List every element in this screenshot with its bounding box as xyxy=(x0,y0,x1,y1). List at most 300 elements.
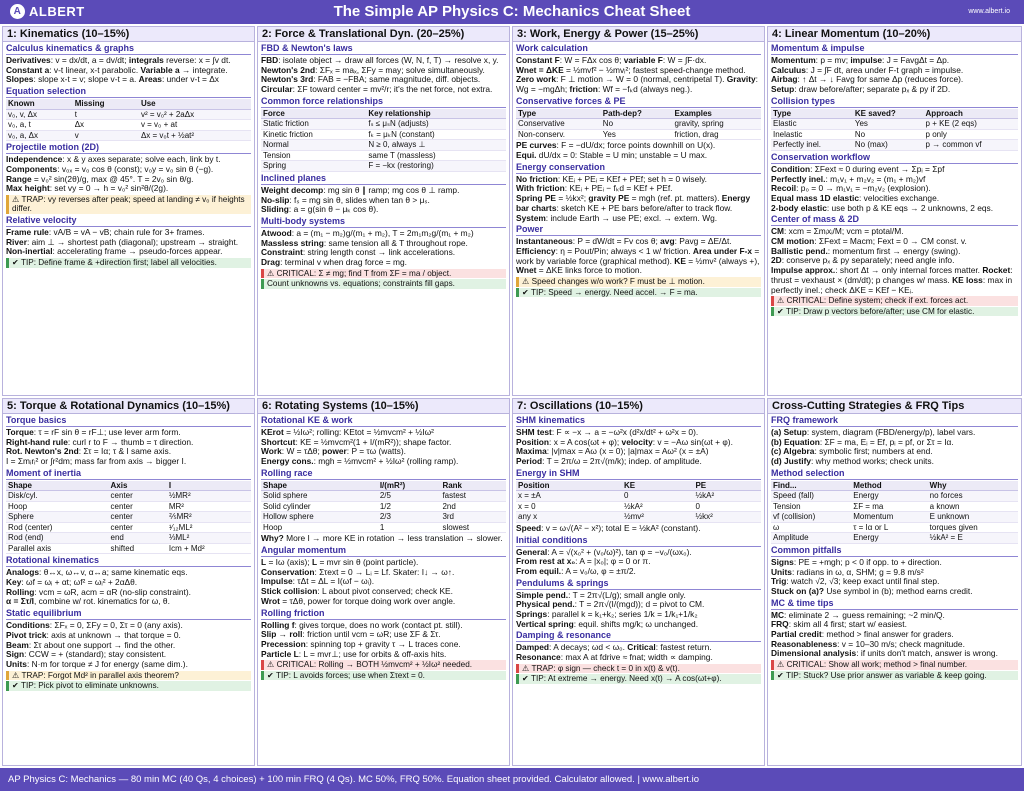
table-cell: Non-conserv. xyxy=(516,129,601,140)
table-cell: friction, drag xyxy=(673,129,762,140)
note-line: Particle L: L = mvr⊥; use for orbits & off-axis hits. xyxy=(261,648,447,659)
section-heading: Initial conditions xyxy=(516,535,761,547)
table-cell: vf (collision) xyxy=(771,512,851,523)
table-cell: MR² xyxy=(167,501,251,512)
albert-logo-icon: A xyxy=(10,4,25,19)
note-line: (b) Equation: ΣF = ma, Eᵢ = Ef, pᵢ = pf, or Στ = Iα. xyxy=(771,436,954,447)
table-cell: slowest xyxy=(440,522,506,533)
note-line: Signs: PE = +mgh; p < 0 if opp. to + direction. xyxy=(771,556,942,567)
note-line: Sign: CCW = + (standard); stay consistent. xyxy=(6,649,167,660)
panel-body xyxy=(3,415,254,691)
table-cell: Yes xyxy=(853,119,924,130)
note-line: Instantaneous: P = dW/dt = Fv cos θ; avg: Pavg = ΔE/Δt. Efficiency: η = Pout/Pin; always < 1 w/ friction. Area under F-x = work by variable force (graphical method). KE = ½mv² (always +), Wnet = ΔKE links force to motion. xyxy=(516,236,760,276)
note-line: Constant a: v-t linear, x-t parabolic. Variable a → integrate. xyxy=(6,64,228,75)
section-heading: Moment of inertia xyxy=(6,468,251,480)
table-cell: Tension xyxy=(771,501,851,512)
site-url: www.albert.io xyxy=(968,8,1010,15)
note-line: Work: W = τΔθ; power: P = τω (watts). xyxy=(261,446,406,457)
section-heading: Torque basics xyxy=(6,415,251,427)
note-line: Pivot trick: axis at unknown → that torque = 0. xyxy=(6,629,181,640)
section-heading: Rolling race xyxy=(261,468,506,480)
table-row xyxy=(261,501,506,512)
table-cell: a known xyxy=(928,501,1018,512)
note-line: Equi. dU/dx = 0: Stable = U min; unstable = U max. xyxy=(516,150,708,161)
table-row xyxy=(771,522,1018,533)
table-cell: end xyxy=(109,533,167,544)
table-header-cell: I xyxy=(167,481,251,491)
table-cell: Hoop xyxy=(6,501,109,512)
page-title: The Simple AP Physics C: Mechanics Cheat Sheet xyxy=(333,3,691,20)
section-heading: FBD & Newton's laws xyxy=(261,43,506,55)
note-line: Massless string: same tension all & T throughout rope. xyxy=(261,237,468,248)
table-cell: Parallel axis xyxy=(6,543,109,554)
note-line: Airbag: ↑ Δt → ↓ Favg for same Δp (reduces force). xyxy=(771,74,964,85)
table-row xyxy=(771,501,1018,512)
table-header-cell: Axis xyxy=(109,481,167,491)
table-row xyxy=(261,512,506,523)
note-line: Range = v₀² sin(2θ)/g, max @ 45°. T = 2v₀ sin θ/g. xyxy=(6,173,194,184)
note-line: Right-hand rule: curl r to F → thumb = τ direction. xyxy=(6,436,194,447)
table-cell: x = ±A xyxy=(516,491,622,502)
section-heading: Inclined planes xyxy=(261,173,506,185)
table-row xyxy=(771,140,1018,151)
note-line: Circular: ΣF toward center = mv²/r; it's the net force, not extra. xyxy=(261,84,493,95)
reference-table xyxy=(6,99,251,141)
note-line: Rolling: vcm = ωR, acm = αR (no-slip constraint). xyxy=(6,586,191,597)
table-cell: p → common vf xyxy=(924,140,1018,151)
note-line: Analogs: θ↔x, ω↔v, α↔a; same kinematic eqs. xyxy=(6,567,188,578)
note-line: Drag: terminal v when drag force = mg. xyxy=(261,257,407,268)
section-heading: FRQ framework xyxy=(771,415,1018,427)
table-header-cell: Rank xyxy=(440,481,506,491)
table-cell: Hoop xyxy=(261,522,378,533)
table-header-cell: KE saved? xyxy=(853,109,924,119)
reference-table xyxy=(516,481,761,523)
table-header-cell: Use xyxy=(139,99,251,109)
section-heading: Work calculation xyxy=(516,43,761,55)
section-heading: Collision types xyxy=(771,96,1018,108)
note-line: Ballistic pend.: momentum first → energy (swing). xyxy=(771,245,961,256)
note-line: Reasonableness: v = 10–30 m/s; check magnitude. xyxy=(771,638,965,649)
reference-table xyxy=(516,109,761,141)
header-bar xyxy=(0,0,1024,24)
table-row xyxy=(771,119,1018,130)
note-line: Physical pend.: T = 2π√(I/(mgd)); d = pivot to CM. xyxy=(516,599,705,610)
table-cell: Kinetic friction xyxy=(261,129,366,140)
table-row xyxy=(771,512,1018,523)
note-line: L = Iω (axis); L = mvr sin θ (point particle). xyxy=(261,557,419,568)
note-line: CM: xcm = Σmᵢxᵢ/M; vcm = ptotal/M. xyxy=(771,226,904,237)
table-row xyxy=(516,501,761,512)
table-cell: v₀, a, t xyxy=(6,120,73,131)
table-cell: Rod (end) xyxy=(6,533,109,544)
table-row xyxy=(6,501,251,512)
note-line: General: A = √(x₀² + (v₀/ω)²), tan φ = −v₀/(ωx₀). xyxy=(516,546,692,557)
note-line: (c) Algebra: symbolic first; numbers at end. xyxy=(771,446,933,457)
note-line: Torque: τ = rF sin θ = rF⊥; use lever arm form. xyxy=(6,427,181,437)
note-line: Slopes: slope x-t = v; slope v-t = a. Areas: under v-t = Δx xyxy=(6,74,219,85)
note-line: Position: x = A cos(ωt + φ); velocity: v = −Aω sin(ωt + φ). xyxy=(516,436,733,447)
section-heading: Common pitfalls xyxy=(771,545,1018,557)
section-heading: Equation selection xyxy=(6,86,251,98)
panel-title: 1: Kinematics (10–15%) xyxy=(3,27,254,42)
panel-body xyxy=(258,43,509,289)
note-line: Newton's 3rd: FAB = −FBA; same magnitude, diff. objects. xyxy=(261,74,481,85)
table-header-cell: Known xyxy=(6,99,73,109)
critical-callout: ⚠ CRITICAL: Rolling → BOTH ½mvcm² + ½Iω² needed. xyxy=(261,660,506,670)
table-cell: center xyxy=(109,491,167,502)
panel-title: 5: Torque & Rotational Dynamics (10–15%) xyxy=(3,399,254,414)
table-cell: p only xyxy=(924,129,1018,140)
trap-callout: ⚠ Speed changes w/o work? F must be ⊥ motion. xyxy=(516,277,761,287)
panel-title: 6: Rotating Systems (10–15%) xyxy=(258,399,509,414)
table-row xyxy=(6,533,251,544)
note-line: Simple pend.: T = 2π√(L/g); small angle only. xyxy=(516,589,686,600)
table-cell: Spring xyxy=(261,161,366,172)
section-heading: Projectile motion (2D) xyxy=(6,142,251,154)
section-heading: SHM kinematics xyxy=(516,415,761,427)
table-row xyxy=(6,522,251,533)
table-row xyxy=(6,109,251,120)
table-row xyxy=(261,150,506,161)
table-cell: 2/3 xyxy=(378,512,441,523)
table-cell: Disk/cyl. xyxy=(6,491,109,502)
table-cell: torques given xyxy=(928,522,1018,533)
table-row xyxy=(516,491,761,502)
panel-title: Cross-Cutting Strategies & FRQ Tips xyxy=(768,399,1021,414)
critical-callout: ⚠ TRAP: φ sign — check t = 0 in x(t) & v(t). xyxy=(516,664,761,674)
panel-title: 7: Oscillations (10–15%) xyxy=(513,399,764,414)
note-line: 2-body elastic: use both p & KE eqs → 2 unknowns, 2 eqs. xyxy=(771,202,994,213)
tip-callout: ✔ TIP: Pick pivot to eliminate unknowns. xyxy=(6,681,251,691)
table-cell: fₖ = μₖN (constant) xyxy=(366,129,506,140)
table-cell: Δx = v₀t + ½at² xyxy=(139,130,251,141)
section-heading: Calculus kinematics & graphs xyxy=(6,43,251,55)
section-heading: Static equilibrium xyxy=(6,608,251,620)
panel-body xyxy=(258,415,509,680)
note-line: Impulse approx.: short Δt → only internal forces matter. Rocket: thrust = vexhaust × (dm/dt); p changes w/ mass. KE loss: max in perfectly inel.; check ΔKE = KEf − KEᵢ. xyxy=(771,265,1013,295)
section-heading: Angular momentum xyxy=(261,545,506,557)
section-heading: MC & time tips xyxy=(771,598,1018,610)
trap-callout: ⚠ TRAP: Forgot Md² in parallel axis theorem? xyxy=(6,671,251,681)
note-line: Weight decomp: mg sin θ ∥ ramp; mg cos θ ⊥ ramp. xyxy=(261,184,460,195)
section-heading: Rotational kinematics xyxy=(6,555,251,567)
note-line: SHM test: F ∝ −x → a = −ω²x (d²x/dt² + ω²x = 0). xyxy=(516,427,699,437)
table-row xyxy=(261,140,506,151)
note-line: Conditions: ΣFₓ = 0, ΣFy = 0, Στ = 0 (any axis). xyxy=(6,620,183,631)
table-row xyxy=(771,129,1018,140)
table-row xyxy=(516,512,761,523)
note-line: Period: T = 2π/ω = 2π√(m/k); indep. of amplitude. xyxy=(516,456,702,467)
note-line: Zero work: F ⊥ motion → W = 0 (normal, centripetal T). Gravity: Wg = −mgΔh; friction: Wf = −fₖd (always neg.). xyxy=(516,74,758,95)
table-cell: Sphere xyxy=(6,512,109,523)
tip-callout: ✔ TIP: L avoids forces; use when Στext = 0. xyxy=(261,671,506,681)
table-cell: F = −kx (restoring) xyxy=(366,161,506,172)
section-heading: Multi-body systems xyxy=(261,216,506,228)
note-line: Newton's 2nd: ΣFₓ = maₓ, ΣFy = may; solve simultaneously. xyxy=(261,64,485,75)
table-cell: ½kA² xyxy=(622,501,694,512)
note-line: No friction: KEᵢ + PEᵢ = KEf + PEf; set h = 0 wisely. xyxy=(516,173,707,184)
table-row xyxy=(6,512,251,523)
critical-callout: ⚠ CRITICAL: Show all work; method > final number. xyxy=(771,660,1018,670)
section-heading: Rotational KE & work xyxy=(261,415,506,427)
table-cell: Solid cylinder xyxy=(261,501,378,512)
reference-table xyxy=(261,481,506,534)
table-cell: 1 xyxy=(378,522,441,533)
table-header-cell: Key relationship xyxy=(366,109,506,119)
table-cell: ½MR² xyxy=(167,491,251,502)
note-line: FRQ: skim all 4 first; start w/ easiest. xyxy=(771,619,907,630)
note-line: Units: radians in ω, α, SHM; g = 9.8 m/s² xyxy=(771,566,924,577)
table-cell: 0 xyxy=(622,491,694,502)
note-line: Components: v₀ₓ = v₀ cos θ (const); v₀y = v₀ sin θ (−g). xyxy=(6,163,214,174)
note-line: Recoil: p₀ = 0 → m₁v₁ = −m₂v₂ (explosion). xyxy=(771,183,931,194)
note-line: Vertical spring: equil. shifts mg/k; ω unchanged. xyxy=(516,618,699,629)
note-line: Partial credit: method > final answer for graders. xyxy=(771,629,954,640)
reference-table xyxy=(771,109,1018,151)
panel-title: 4: Linear Momentum (10–20%) xyxy=(768,27,1021,42)
panel-4 xyxy=(767,26,1022,396)
panel-8 xyxy=(767,398,1022,766)
table-header-cell: Approach xyxy=(924,109,1018,119)
table-cell: Solid sphere xyxy=(261,491,378,502)
table-row xyxy=(261,161,506,172)
table-cell: ω xyxy=(771,522,851,533)
note-line: 2D: conserve pₓ & py separately; need angle info. xyxy=(771,255,955,266)
table-cell: Rod (center) xyxy=(6,522,109,533)
note-line: Independence: x & y axes separate; solve each, link by t. xyxy=(6,154,221,165)
table-cell: Inelastic xyxy=(771,129,853,140)
table-header-cell: Examples xyxy=(673,109,762,119)
table-cell: center xyxy=(109,501,167,512)
table-cell: Speed (fall) xyxy=(771,491,851,502)
table-row xyxy=(771,491,1018,502)
table-cell: ½mv² xyxy=(622,512,694,523)
note-line: (d) Justify: why method works; check units. xyxy=(771,456,934,467)
table-header-cell: KE xyxy=(622,481,694,491)
table-cell: 2/5 xyxy=(378,491,441,502)
panel-5 xyxy=(2,398,255,766)
note-line: FBD: isolate object → draw all forces (W, N, f, T) → resolve x, y. xyxy=(261,55,499,65)
section-heading: Center of mass & 2D xyxy=(771,214,1018,226)
table-cell: Δx xyxy=(73,120,139,131)
table-cell: ½kA² xyxy=(693,491,761,502)
table-cell: Icm + Md² xyxy=(167,543,251,554)
section-heading: Momentum & impulse xyxy=(771,43,1018,55)
panel-body xyxy=(513,43,764,297)
note-line: Rolling f: gives torque, does no work (contact pt. still). xyxy=(261,619,463,630)
panel-6 xyxy=(257,398,510,766)
section-heading: Conservation workflow xyxy=(771,152,1018,164)
table-cell: p + KE (2 eqs) xyxy=(924,119,1018,130)
note-line: Constant F: W = FΔx cos θ; variable F: W = ∫F·dx. xyxy=(516,55,707,65)
table-cell: Yes xyxy=(601,129,673,140)
note-line: Resonance: max A at fdrive ≈ fnat; width ∝ damping. xyxy=(516,652,713,663)
table-header-cell: Missing xyxy=(73,99,139,109)
note-line: Energy cons.: mgh = ½mvcm² + ½Iω² (rolling ramp). xyxy=(261,456,459,467)
tip-callout: ✔ TIP: At extreme → energy. Need x(t) → A cos(ωt+φ). xyxy=(516,674,761,684)
note-line: Calculus: J = ∫F dt, area under F-t graph = impulse. xyxy=(771,64,964,75)
note-line: From rest at x₀: A = |x₀|; φ = 0 or π. xyxy=(516,556,651,567)
table-cell: Hollow sphere xyxy=(261,512,378,523)
note-line: System: include Earth → use PE; excl. → extern. Wg. xyxy=(516,212,718,223)
section-heading: Power xyxy=(516,224,761,236)
note-line: Dimensional analysis: if units don't match, answer is wrong. xyxy=(771,648,998,659)
note-line: MC: eliminate 2 → guess remaining; ~2 min/Q. xyxy=(771,609,945,620)
table-cell: v xyxy=(73,130,139,141)
table-cell: N ≥ 0, always ⊥ xyxy=(366,140,506,151)
reference-table xyxy=(771,481,1018,544)
tip-callout: Count unknowns vs. equations; constraints fill gaps. xyxy=(261,279,506,289)
table-header-cell: Why xyxy=(928,481,1018,491)
table-row xyxy=(6,120,251,131)
panel-body xyxy=(768,415,1021,680)
note-line: Slip → roll: friction until vcm = ωR; use ΣF & Στ. xyxy=(261,629,441,640)
tip-callout: ✔ TIP: Speed → energy. Need accel. → F = ma. xyxy=(516,288,761,298)
note-line: Why? More I → more KE in rotation → less translation → slower. xyxy=(261,533,503,544)
table-cell: center xyxy=(109,512,167,523)
logo-text: ALBERT xyxy=(29,4,85,19)
note-line: Setup: draw before/after; separate pₓ & py if 2D. xyxy=(771,84,951,95)
note-line: Units: N·m for torque ≠ J for energy (same dim.). xyxy=(6,658,188,669)
table-row xyxy=(261,119,506,130)
critical-callout: ⚠ CRITICAL: Σ ≠ mg; find T from ΣF = ma / object. xyxy=(261,269,506,279)
table-cell: τ = Iα or L xyxy=(851,522,927,533)
note-line: CM motion: ΣFext = Macm; Fext = 0 → CM const. v. xyxy=(771,236,967,247)
table-cell: 0 xyxy=(693,501,761,512)
panel-body xyxy=(768,43,1021,316)
table-cell: Tension xyxy=(261,150,366,161)
section-heading: Rolling friction xyxy=(261,608,506,620)
table-header-cell: Force xyxy=(261,109,366,119)
section-heading: Damping & resonance xyxy=(516,630,761,642)
reference-table xyxy=(261,109,506,172)
table-cell: v = v₀ + at xyxy=(139,120,251,131)
table-header-cell: Position xyxy=(516,481,622,491)
table-header-cell: Type xyxy=(771,109,853,119)
table-cell: Elastic xyxy=(771,119,853,130)
table-row xyxy=(261,129,506,140)
table-row xyxy=(771,533,1018,544)
note-line: Wrot = τΔθ, power for torque doing work over angle. xyxy=(261,595,456,606)
panel-title: 3: Work, Energy & Power (15–25%) xyxy=(513,27,764,42)
table-cell: ¹⁄₁₂ML² xyxy=(167,522,251,533)
table-cell: ½kA² = E xyxy=(928,533,1018,544)
note-line: PE curves: F = −dU/dx; force points downhill on U(x). xyxy=(516,140,716,151)
table-cell: ½kx² xyxy=(693,512,761,523)
table-cell: Energy xyxy=(851,533,927,544)
table-cell: gravity, spring xyxy=(673,119,762,130)
table-row xyxy=(516,119,761,130)
table-cell: fₛ ≤ μₛN (adjusts) xyxy=(366,119,506,130)
note-line: Equal mass 1D elastic: velocities exchange. xyxy=(771,192,940,203)
section-heading: Energy in SHM xyxy=(516,468,761,480)
tip-callout: ✔ TIP: Draw p vectors before/after; use CM for elastic. xyxy=(771,307,1018,317)
table-cell: ⅓ML² xyxy=(167,533,251,544)
table-cell: 1/2 xyxy=(378,501,441,512)
panel-1 xyxy=(2,26,255,396)
critical-callout: ⚠ CRITICAL: Define system; check if ext. forces act. xyxy=(771,296,1018,306)
tip-callout: ✔ TIP: Define frame & +direction first; label all velocities. xyxy=(6,258,251,268)
panel-body xyxy=(3,43,254,268)
note-line: Impulse: τΔt = ΔL = I(ωf − ωᵢ). xyxy=(261,576,375,587)
table-cell: E unknown xyxy=(928,512,1018,523)
table-cell: No xyxy=(601,119,673,130)
note-line: No-slip: fₛ = mg sin θ, slides when tan θ > μₛ. xyxy=(261,194,430,205)
note-line: Trig: watch √2, √3; keep exact until final step. xyxy=(771,576,940,587)
table-header-cell: Path-dep? xyxy=(601,109,673,119)
table-cell: No xyxy=(853,129,924,140)
note-line: Non-inertial: accelerating frame → pseudo-forces appear. xyxy=(6,246,223,257)
note-line: Precession: spinning top + gravity τ → L traces cone. xyxy=(261,638,461,649)
table-row xyxy=(261,522,506,533)
table-cell: ⅖MR² xyxy=(167,512,251,523)
table-cell: v₀, v, Δx xyxy=(6,109,73,120)
note-line: Stuck on (a)? Use symbol in (b); method earns credit. xyxy=(771,585,973,596)
note-line: Condition: ΣFext ≈ 0 during event → Σpᵢ = Σpf xyxy=(771,163,945,174)
table-row xyxy=(516,129,761,140)
note-line: Key: ωf = ωᵢ + αt; ωf² = ωᵢ² + 2αΔθ. xyxy=(6,577,138,588)
panel-2 xyxy=(257,26,510,396)
table-cell: no forces xyxy=(928,491,1018,502)
note-line: With friction: KEᵢ + PEᵢ − fₖd = KEf + PEf. xyxy=(516,183,673,194)
reference-table xyxy=(6,481,251,555)
note-line: Wnet = ΔKE = ½mvf² − ½mvᵢ²; fastest speed-change method. xyxy=(516,64,746,75)
table-cell: any x xyxy=(516,512,622,523)
note-line: Derivatives: v = dx/dt, a = dv/dt; integrals reverse: x = ∫v dt. xyxy=(6,55,231,65)
table-cell: Amplitude xyxy=(771,533,851,544)
section-heading: Method selection xyxy=(771,468,1018,480)
table-cell: 3rd xyxy=(440,512,506,523)
note-line: KErot = ½Iω²; rolling: KEtot = ½mvcm² + ½Iω² xyxy=(261,427,434,437)
note-line: Speed: v = ω√(A² − x²); total E = ½kA² (constant). xyxy=(516,522,701,533)
table-cell: Conservative xyxy=(516,119,601,130)
note-line: I = Σmᵢrᵢ² or ∫r²dm; mass far from axis → bigger I. xyxy=(6,456,187,467)
section-heading: Conservative forces & PE xyxy=(516,96,761,108)
note-line: Perfectly inel.: m₁v₁ + m₂v₂ = (m₁ + m₂)vf xyxy=(771,173,926,184)
table-cell: center xyxy=(109,522,167,533)
table-header-cell: I/(mR²) xyxy=(378,481,441,491)
note-line: Stick collision: L about pivot conserved; check KE. xyxy=(261,586,453,597)
section-heading: Common force relationships xyxy=(261,96,506,108)
note-line: From equil.: A = v₀/ω, φ = ±π/2. xyxy=(516,565,636,576)
note-line: Frame rule: vA/B = vA − vB; chain rule for 3+ frames. xyxy=(6,226,205,237)
table-row xyxy=(6,543,251,554)
note-line: River: aim ⊥ → shortest path (diagonal); upstream → straight. xyxy=(6,236,239,247)
table-header-cell: PE xyxy=(693,481,761,491)
table-cell: Static friction xyxy=(261,119,366,130)
note-line: Momentum: p = mv; impulse: J = FavgΔt = Δp. xyxy=(771,55,950,65)
panel-title: 2: Force & Translational Dyn. (20–25%) xyxy=(258,27,509,42)
note-line: Maxima: |v|max = Aω (x = 0); |a|max = Aω² (x = ±A) xyxy=(516,446,709,457)
table-header-cell: Type xyxy=(516,109,601,119)
table-cell: same T (massless) xyxy=(366,150,506,161)
table-cell: v₀, a, Δx xyxy=(6,130,73,141)
footer-bar: AP Physics C: Mechanics — 80 min MC (40 Qs, 4 choices) + 100 min FRQ (4 Qs). MC 50%, FRQ 50%. Equation sheet provided. Calculator allowed. | www.albert.io xyxy=(0,768,1024,791)
table-cell: fastest xyxy=(440,491,506,502)
table-cell: x = 0 xyxy=(516,501,622,512)
table-row xyxy=(261,491,506,502)
table-cell: No (max) xyxy=(853,140,924,151)
note-line: Sliding: a = g(sin θ − μₖ cos θ). xyxy=(261,204,379,215)
note-line: Constraint: string length const → link accelerations. xyxy=(261,247,456,258)
table-header-cell: Shape xyxy=(6,481,109,491)
section-heading: Pendulums & springs xyxy=(516,578,761,590)
note-line: Conservation: Στext = 0 → Lᵢ = Lf. Skater: I↓ → ω↑. xyxy=(261,566,455,577)
table-header-cell: Find... xyxy=(771,481,851,491)
table-cell: Perfectly inel. xyxy=(771,140,853,151)
note-line: α = Στ/I, combine w/ rot. kinematics for ω, θ. xyxy=(6,596,170,607)
